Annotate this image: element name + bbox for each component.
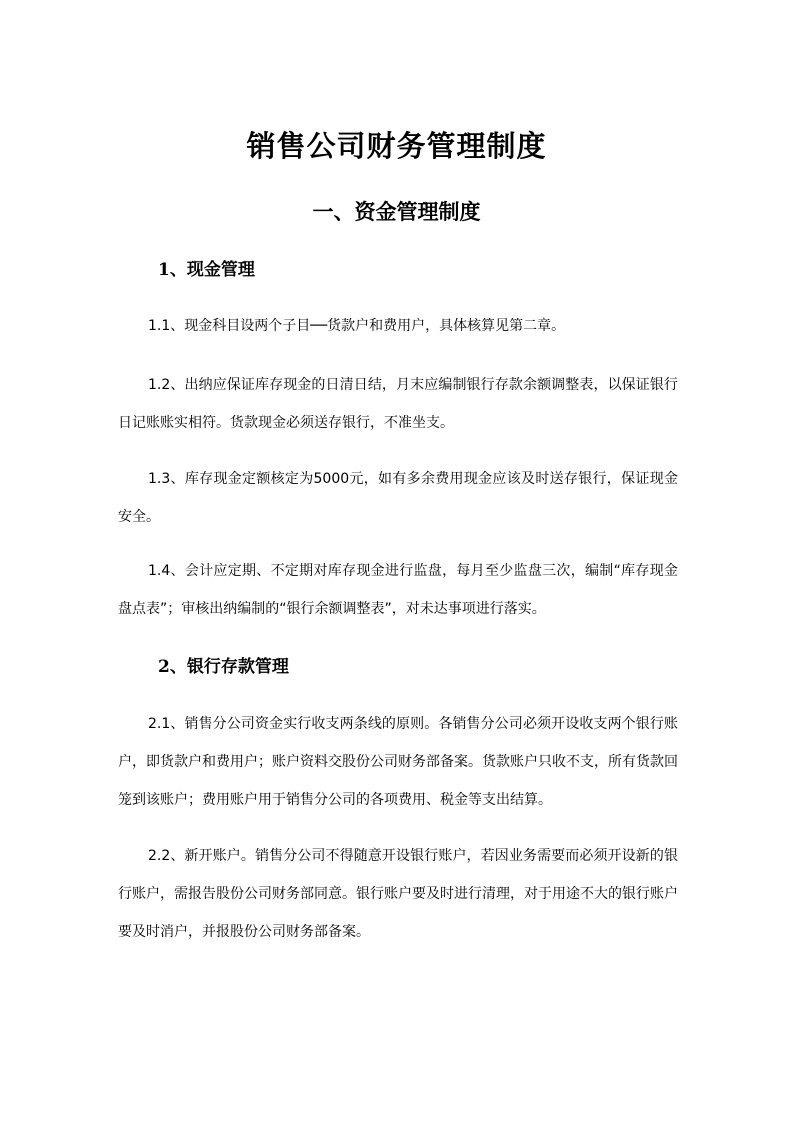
section-title-cash: 1、现金管理 bbox=[158, 260, 255, 280]
paragraph-2-1: 2.1、销售分公司资金实行收支两条线的原则。各销售分公司必须开设收支两个银行账户，即货款户和费用户；账户资料交股份公司财务部备案。货款账户只收不支，所有货款回笼到该账户；费用账户用于销售分公司的各项费用、税金等支出结算。 bbox=[118, 716, 678, 808]
document-title: 销售公司财务管理制度 bbox=[246, 129, 547, 163]
paragraph-1-4: 1.4、会计应定期、不定期对库存现金进行监盘，每月至少监盘三次，编制“库存现金盘点表”；审核出纳编制的“银行余额调整表”，对未达事项进行落实。 bbox=[118, 563, 678, 617]
paragraph-2-2: 2.2、新开账户。销售分公司不得随意开设银行账户，若因业务需要而必须开设新的银行账户，需报告股份公司财务部同意。银行账户要及时进行清理，对于用途不大的银行账户要及时消户，并报股份公司财务部备案。 bbox=[118, 848, 678, 940]
paragraph-1-2: 1.2、出纳应保证库存现金的日清日结，月末应编制银行存款余额调整表，以保证银行日记账账实相符。货款现金必须送存银行，不准坐支。 bbox=[118, 377, 678, 431]
paragraph-1-1: 1.1、现金科目设两个子目──货款户和费用户，具体核算见第二章。 bbox=[148, 318, 566, 334]
chapter-title: 一、资金管理制度 bbox=[312, 199, 481, 224]
paragraph-1-3: 1.3、库存现金定额核定为5000元，如有多余费用现金应该及时送存银行，保证现金安全。 bbox=[118, 471, 678, 525]
section-title-bank-deposit: 2、银行存款管理 bbox=[158, 657, 289, 677]
